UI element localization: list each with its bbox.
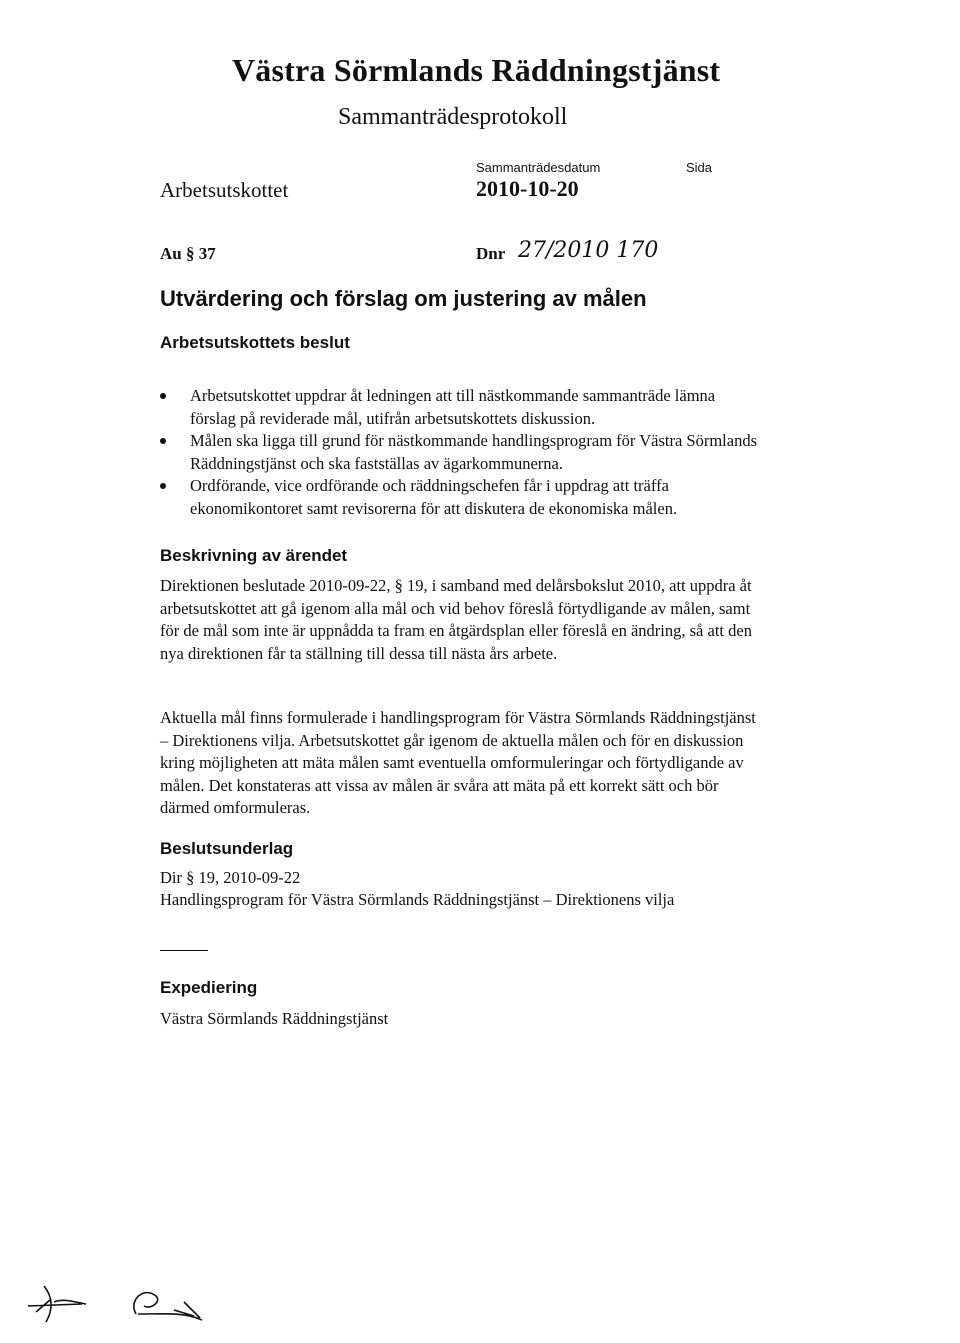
dnr-handwritten-number: 27/2010 170 <box>518 238 659 263</box>
separator-rule <box>160 950 208 951</box>
paragraph-number: Au § 37 <box>160 244 216 263</box>
meeting-date: 2010-10-20 <box>476 176 579 201</box>
description-heading: Beskrivning av ärendet <box>160 546 348 565</box>
date-label: Sammanträdesdatum <box>476 160 601 175</box>
decision-heading: Arbetsutskottets beslut <box>160 333 350 352</box>
basis-heading: Beslutsunderlag <box>160 839 294 858</box>
page-label: Sida <box>686 160 713 175</box>
initials-signature-2 <box>134 1293 202 1320</box>
committee-name: Arbetsutskottet <box>160 178 289 202</box>
case-title: Utvärdering och förslag om justering av målen <box>160 286 647 311</box>
decision-list <box>160 385 760 520</box>
description-paragraph-2: Aktuella mål finns formulerade i handlingsprogram för Västra Sörmlands Räddningstjänst – Direktionens vilja. Arbetsutskottet går igenom de aktuella målen och för en diskussion kring möjligheten att mäta målen samt eventuella omformuleringar och förtydligande av målen. Det konstateras att vissa av målen är svåra att mäta på ett korrekt sätt och bör därmed omformuleras. <box>160 708 756 817</box>
description-paragraph-1: Direktionen beslutade 2010-09-22, § 19, i samband med delårsbokslut 2010, att uppdra åt arbetsutskottet att gå igenom alla mål och vid behov föreslå förtydligande av målen, samt för de mål som inte är uppnådda ta fram en åtgärdsplan eller föreslå en ändring, så att den nya direktionen får ta ställning till dessa till nästa års arbete. <box>160 576 752 663</box>
basis-line-2: Handlingsprogram för Västra Sörmlands Räddningstjänst – Direktionens vilja <box>160 890 675 909</box>
initials-signature-1 <box>28 1286 86 1322</box>
document-type: Sammanträdesprotokoll <box>338 104 568 130</box>
basis-line-1: Dir § 19, 2010-09-22 <box>160 868 301 887</box>
dispatch-heading: Expediering <box>160 978 258 997</box>
decision-item: Ordförande, vice ordförande och räddningschefen får i uppdrag att träffa ekonomikontoret samt revisorerna för att diskutera de ekonomiska målen. <box>160 475 760 520</box>
decision-item: Arbetsutskottet uppdrar åt ledningen att till nästkommande sammanträde lämna förslag på reviderade mål, utifrån arbetsutskottets diskussion. <box>160 385 760 430</box>
signature-initials <box>24 1272 244 1332</box>
dnr-label: Dnr <box>476 244 506 263</box>
dispatch-recipient: Västra Sörmlands Räddningstjänst <box>160 1009 389 1028</box>
decision-item: Målen ska ligga till grund för nästkommande handlingsprogram för Västra Sörmlands Räddningstjänst och ska fastställas av ägarkommunerna. <box>160 430 760 475</box>
organization-title: Västra Sörmlands Räddningstjänst <box>232 52 721 88</box>
